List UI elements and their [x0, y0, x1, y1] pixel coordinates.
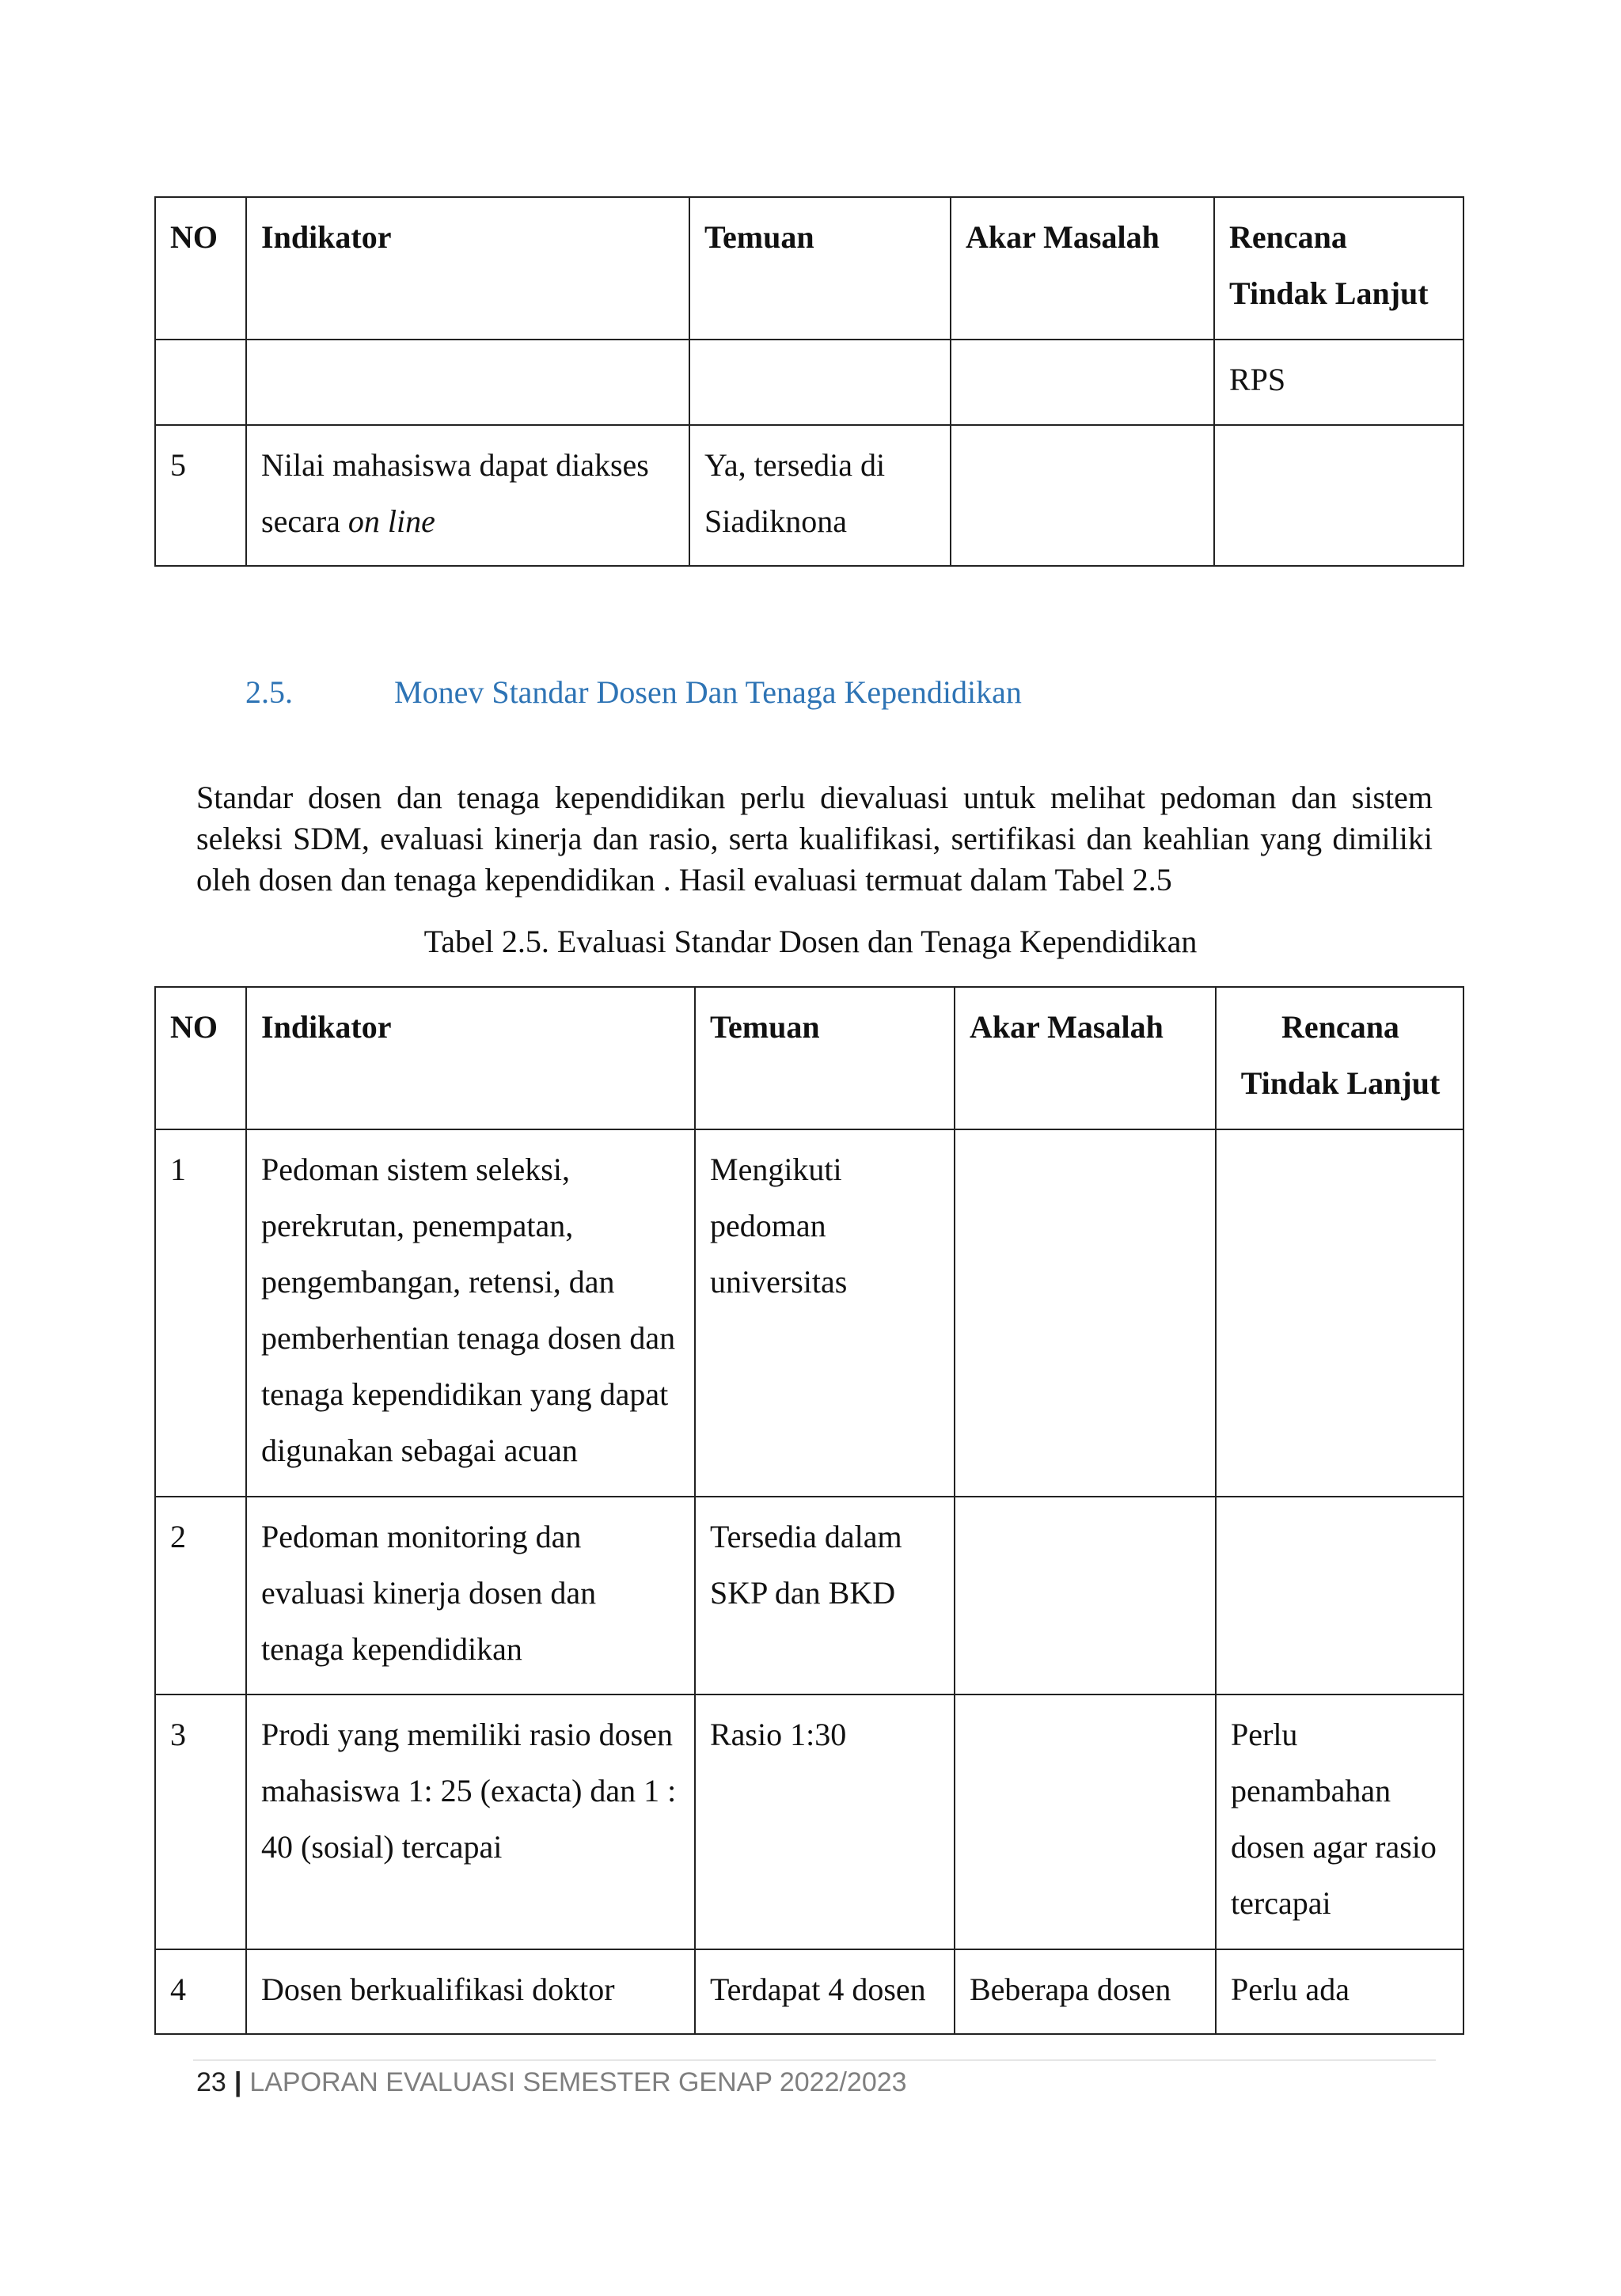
cell-indikator: Prodi yang memiliki rasio dosen mahasiswa 1: 25 (exacta) dan 1 : 40 (sosial) tercapai [246, 1694, 695, 1949]
footer-separator: | [233, 2067, 242, 2097]
cell-akar-masalah [955, 1129, 1216, 1497]
header-rencana: Rencana Tindak Lanjut [1214, 197, 1463, 340]
cell-no: 4 [155, 1949, 246, 2034]
cell-rencana: Perlu ada [1216, 1949, 1463, 2034]
cell-no: 2 [155, 1497, 246, 1694]
cell-indikator: Pedoman monitoring dan evaluasi kinerja dosen dan tenaga kependidikan [246, 1497, 695, 1694]
cell-no: 5 [155, 425, 246, 566]
cell-temuan: Terdapat 4 dosen [695, 1949, 955, 2034]
body-paragraph: Standar dosen dan tenaga kependidikan perlu dievaluasi untuk melihat pedoman dan sistem seleksi SDM, evaluasi kinerja dan rasio, serta kualifikasi, sertifikasi dan keahlian yang dimiliki oleh dosen dan tenaga kependidikan . Hasil evaluasi termuat dalam Tabel 2.5 [196, 780, 1433, 898]
cell-temuan [689, 340, 951, 425]
cell-temuan: Rasio 1:30 [695, 1694, 955, 1949]
cell-temuan: Ya, tersedia di Siadiknona [689, 425, 951, 566]
section-number: 2.5. [245, 674, 293, 710]
header-no: NO [155, 987, 246, 1129]
indikator-emphasis: on line [347, 503, 435, 539]
cell-rencana [1214, 425, 1463, 566]
section-title: Monev Standar Dosen Dan Tenaga Kependidikan [394, 674, 1022, 710]
page-footer [196, 2063, 907, 2102]
footer-title: LAPORAN EVALUASI SEMESTER GENAP 2022/2023 [249, 2067, 907, 2097]
cell-indikator: Dosen berkualifikasi doktor [246, 1949, 695, 2034]
header-indikator: Indikator [246, 197, 689, 340]
cell-akar-masalah [951, 340, 1214, 425]
cell-rencana [1216, 1129, 1463, 1497]
table-row [155, 425, 1463, 566]
cell-indikator: Pedoman sistem seleksi, perekrutan, penempatan, pengembangan, retensi, dan pemberhentian tenaga dosen dan tenaga kependidikan yang dapat digunakan sebagai acuan [246, 1129, 695, 1497]
table-row [155, 340, 1463, 425]
header-akar-masalah: Akar Masalah [955, 987, 1216, 1129]
table-row [155, 1129, 1463, 1497]
cell-rencana: RPS [1214, 340, 1463, 425]
section-heading [245, 669, 1433, 716]
table-row [155, 1497, 1463, 1694]
table-row [155, 1694, 1463, 1949]
table-caption: Tabel 2.5. Evaluasi Standar Dosen dan Tenaga Kependidikan [423, 924, 1198, 959]
cell-rencana: Perlu penambahan dosen agar rasio tercapai [1216, 1694, 1463, 1949]
table-header-row [155, 987, 1463, 1129]
table-row [155, 1949, 1463, 2034]
cell-rencana [1216, 1497, 1463, 1694]
footer-divider [193, 2059, 1436, 2061]
header-temuan: Temuan [689, 197, 951, 340]
cell-no: 1 [155, 1129, 246, 1497]
page-number: 23 [196, 2067, 226, 2097]
table-header-row [155, 197, 1463, 340]
cell-akar-masalah [955, 1694, 1216, 1949]
cell-akar-masalah [951, 425, 1214, 566]
cell-no [155, 340, 246, 425]
cell-temuan: Tersedia dalam SKP dan BKD [695, 1497, 955, 1694]
cell-temuan: Mengikuti pedoman universitas [695, 1129, 955, 1497]
header-akar-masalah: Akar Masalah [951, 197, 1214, 340]
table-evaluasi-dosen [154, 986, 1464, 2035]
indikator-text: Nilai mahasiswa dapat diakses secara [261, 447, 649, 539]
cell-akar-masalah: Beberapa dosen [955, 1949, 1216, 2034]
header-rencana: Rencana Tindak Lanjut [1216, 987, 1463, 1129]
header-temuan: Temuan [695, 987, 955, 1129]
cell-indikator [246, 340, 689, 425]
cell-indikator [246, 425, 689, 566]
header-indikator: Indikator [246, 987, 695, 1129]
cell-akar-masalah [955, 1497, 1216, 1694]
cell-no: 3 [155, 1694, 246, 1949]
table-continuation [154, 196, 1464, 567]
header-no: NO [155, 197, 246, 340]
